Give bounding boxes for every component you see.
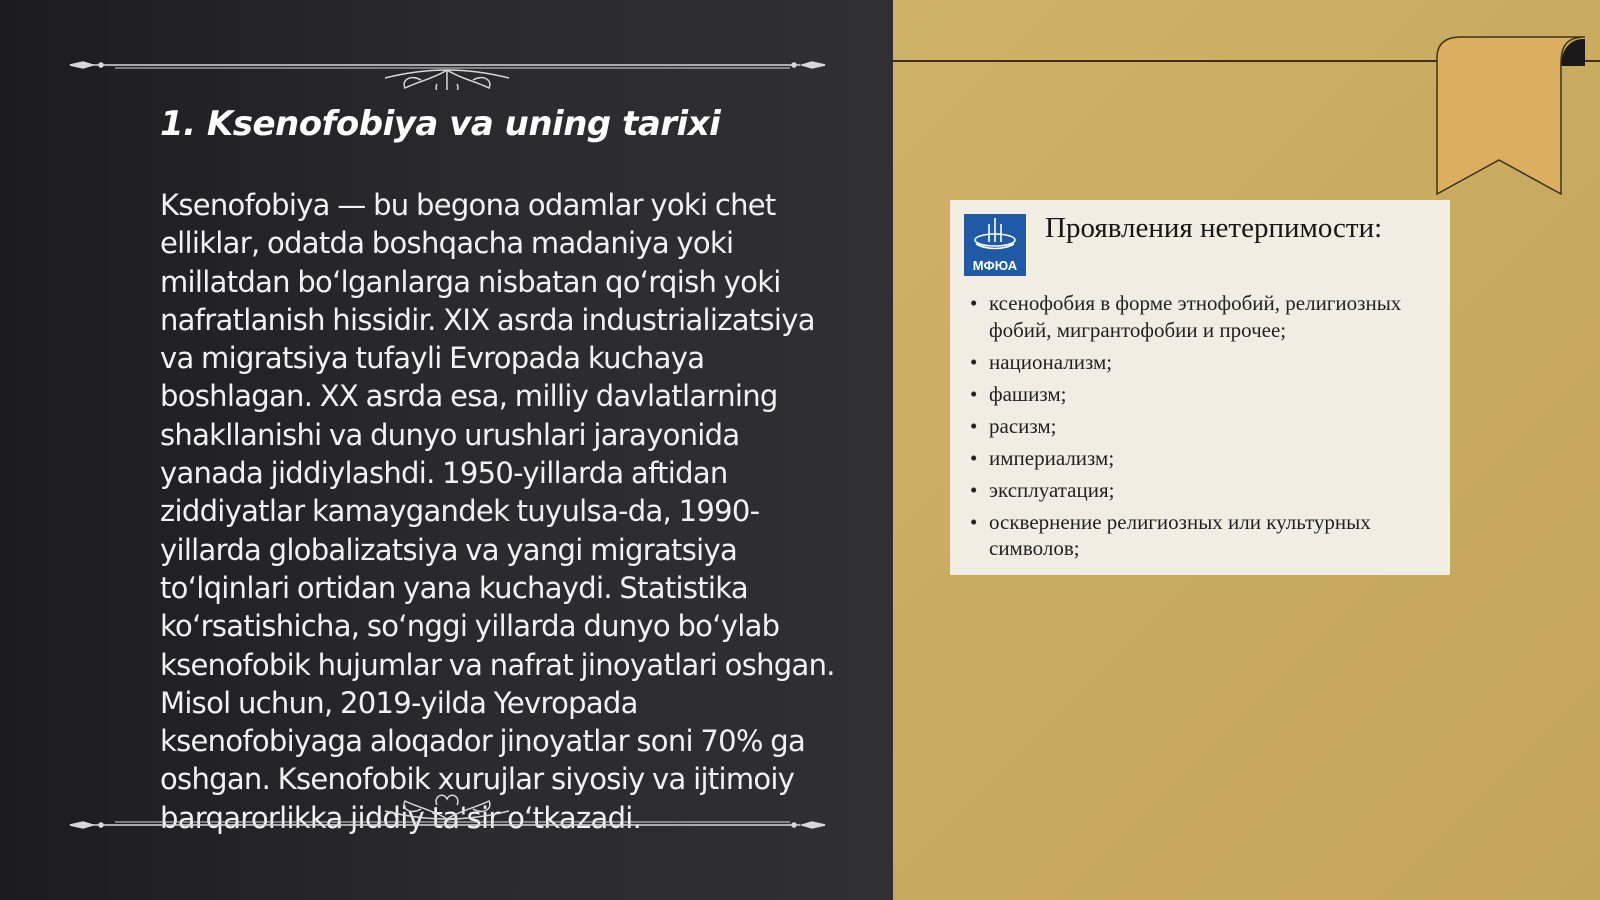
list-item-text: национализм; bbox=[989, 349, 1113, 374]
list-item bbox=[970, 509, 1440, 562]
list-item-text: осквернение религиозных или культурных символов; bbox=[989, 509, 1371, 560]
list-item bbox=[970, 290, 1440, 343]
bullet-icon: • bbox=[970, 381, 978, 406]
mfua-logo bbox=[964, 214, 1026, 276]
list-item bbox=[970, 445, 1440, 472]
intolerance-list bbox=[970, 290, 1440, 567]
list-item-text: эксплуатация; bbox=[989, 477, 1115, 502]
logo-emblem-icon bbox=[972, 216, 1018, 252]
bottom-ornament-divider bbox=[65, 783, 830, 833]
list-item bbox=[970, 381, 1440, 408]
intolerance-card bbox=[950, 200, 1450, 575]
logo-text: МФЮА bbox=[972, 258, 1018, 273]
list-item-text: расизм; bbox=[989, 413, 1057, 438]
bullet-icon: • bbox=[970, 509, 978, 534]
bullet-icon: • bbox=[970, 291, 978, 315]
list-item bbox=[970, 477, 1440, 504]
top-ornament-divider bbox=[65, 40, 830, 90]
list-item-text: фашизм; bbox=[989, 381, 1067, 406]
list-item bbox=[970, 349, 1440, 376]
bullet-icon: • bbox=[970, 413, 978, 438]
list-item-text: ксенофобия в форме этнофобий, религиозных фобий, мигрантофобии и прочее; bbox=[989, 291, 1402, 342]
bullet-icon: • bbox=[970, 349, 978, 374]
slide-body-text: Ksenofobiya — bu begona odamlar yoki chet elliklar, odatda boshqacha madaniya yoki millatdan boʻlganlarga nisbatan qoʻrqish yoki nafratlanish hissidir. XIX asrda industrializatsiya va migratsiya tufayli Evropada kuchaya boshlagan. XX asrda esa, milliy davlatlarning shakllanishi va dunyo urushlari jarayonida yanada jiddiylashdi. 1950-yillarda aftidan ziddiyatlar kamaygandek tuyulsa-da, 1990-yillarda globalizatsiya va yangi migratsiya toʻlqinlari ortidan yana kuchaydi. Statistika koʻrsatishicha, soʻnggi yillarda dunyo boʻylab ksenofobik hujumlar va nafrat jinoyatlari oshgan. Misol uchun, 2019-yilda Yevropada ksenofobiyaga aloqador jinoyatlar soni 70% ga oshgan. Ksenofobik xurujlar siyosiy va ijtimoiy barqarorlikka jiddiy ta'sir oʻtkazadi. bbox=[160, 188, 835, 835]
bullet-icon: • bbox=[970, 445, 978, 470]
slide-title: 1. Ksenofobiya va uning tarixi bbox=[160, 104, 721, 144]
card-title: Проявления нетерпимости: bbox=[1045, 212, 1383, 244]
list-item bbox=[970, 413, 1440, 440]
bookmark-ribbon-icon bbox=[1435, 36, 1585, 196]
list-item-text: империализм; bbox=[989, 445, 1115, 470]
bullet-icon: • bbox=[970, 477, 978, 502]
